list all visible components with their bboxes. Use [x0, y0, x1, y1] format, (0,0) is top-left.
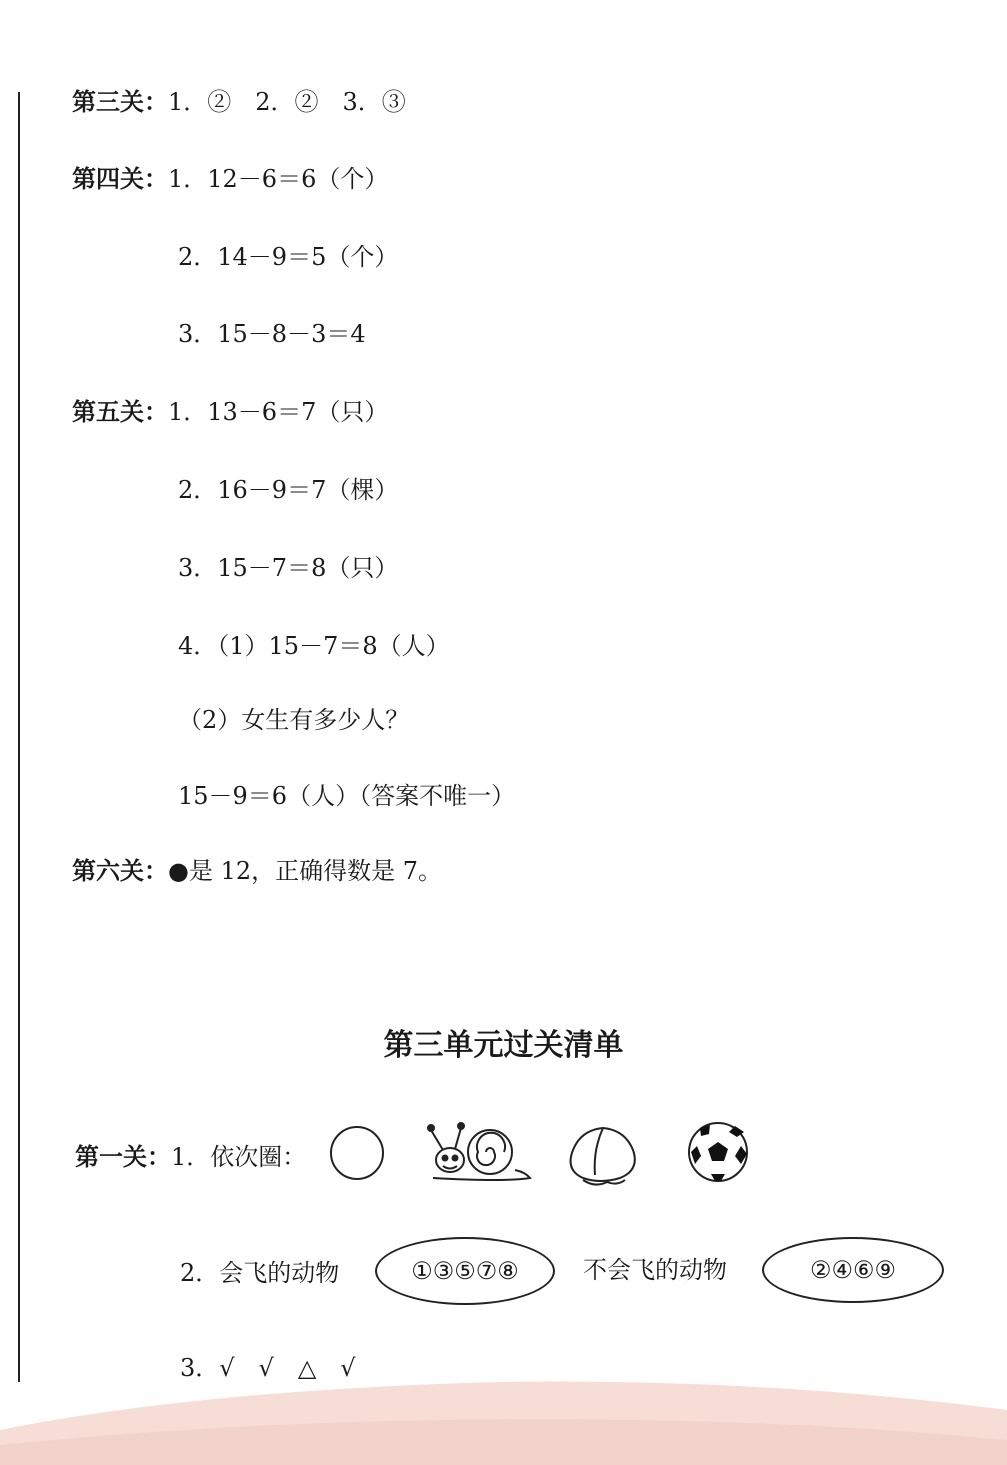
nofly-animals-list: ②④⑥⑨	[809, 1256, 897, 1284]
unit-title: 第三单元过关清单	[383, 1028, 624, 1063]
unit3-stage1-label: 第一关：	[75, 1143, 171, 1171]
stage5-label: 第五关：	[72, 398, 168, 426]
stage5-answer-5: （2）女生有多少人？	[178, 706, 410, 734]
stage6-answer: ●是 12，正确得数是 7。	[168, 857, 443, 885]
soccer-ball-icon	[689, 1123, 747, 1181]
bottom-decoration	[0, 1360, 1007, 1465]
stage4-row-1	[72, 164, 388, 194]
pictures-svg	[325, 1120, 765, 1190]
snail-icon	[428, 1123, 530, 1180]
stage5-answer-6: 15－9＝6（人）（答案不唯一）	[178, 782, 516, 810]
unit3-stage1-q2-middle: 不会飞的动物	[583, 1256, 727, 1284]
nofly-animals-ellipse	[762, 1237, 944, 1303]
margin-line	[18, 92, 20, 1382]
stage5-answer-4: 4．（1）15－7＝8（人）	[178, 632, 450, 660]
stage4-answer-2: 2．14－9＝5（个）	[178, 243, 399, 271]
stage6-row	[72, 856, 442, 886]
fly-animals-ellipse	[375, 1237, 555, 1305]
stage5-answer-1: 1．13－6＝7（只）	[168, 398, 389, 426]
stage3-label: 第三关：	[72, 88, 168, 116]
unit3-stage1-row-1	[75, 1142, 306, 1172]
unit3-stage1-q2-prefix: 2．会飞的动物	[180, 1259, 340, 1287]
answer-pictures	[325, 1120, 765, 1190]
stage3-answers: 1．② 2．② 3．③	[168, 88, 406, 116]
unit3-stage1-q3: 3．√ √ △ √	[180, 1354, 356, 1382]
stage4-answer-3: 3．15－8－3＝4	[178, 320, 366, 348]
stage5-answer-2: 2．16－9＝7（棵）	[178, 476, 399, 504]
circle-icon	[331, 1127, 383, 1179]
fly-animals-list: ①③⑤⑦⑧	[411, 1257, 519, 1285]
stage6-label: 第六关：	[72, 857, 168, 885]
stage3-row	[72, 87, 406, 117]
peach-icon	[571, 1128, 635, 1185]
unit3-stage1-q1: 1．依次圈：	[171, 1143, 307, 1171]
stage5-row-1	[72, 397, 388, 427]
stage4-label: 第四关：	[72, 165, 168, 193]
stage5-answer-3: 3．15－7＝8（只）	[178, 554, 399, 582]
stage4-answer-1: 1．12－6＝6（个）	[168, 165, 389, 193]
